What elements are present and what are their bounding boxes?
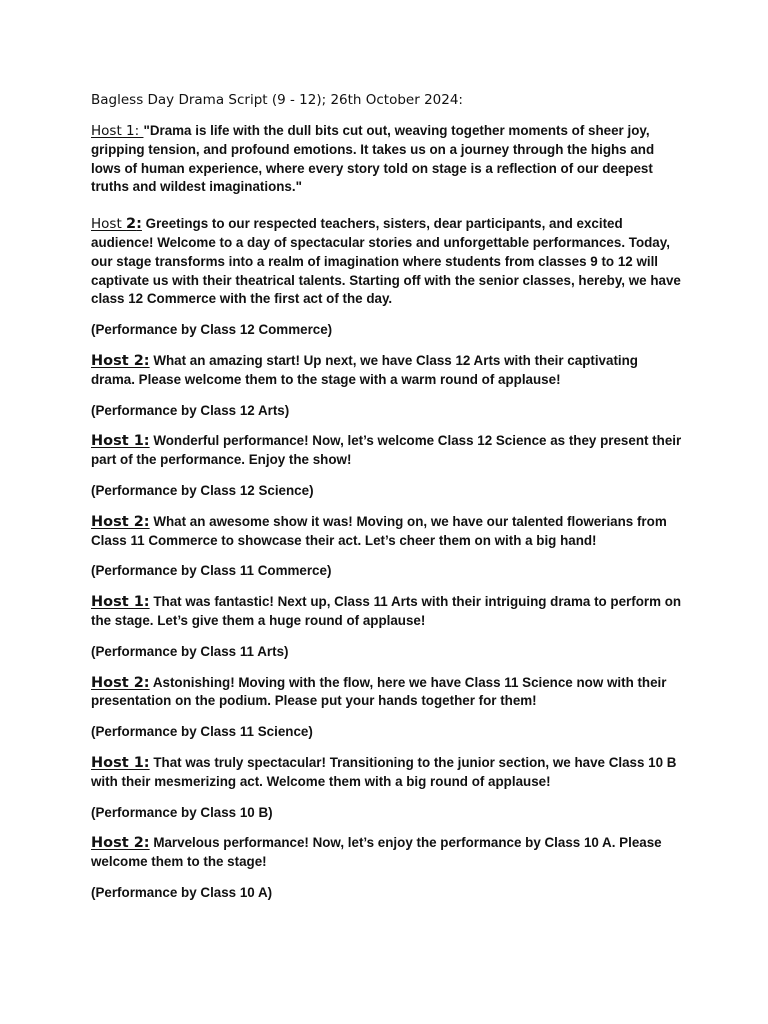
welcome-paragraph	[91, 215, 683, 309]
host-line	[91, 352, 683, 390]
speaker-label: Host 2:	[91, 835, 150, 852]
paragraph-text: What an awesome show it was! Moving on, we have our talented flowerians from Class 11 Commerce to showcase their act. Let’s cheer them on with a big hand!	[91, 513, 667, 548]
speaker-prefix: Host	[91, 216, 127, 233]
paragraph-text: That was fantastic! Next up, Class 11 Arts with their intriguing drama to perform on the stage. Let’s give them a huge round of applause!	[91, 594, 682, 628]
speaker-label: Host 1:	[91, 594, 150, 611]
speaker-number: 2	[126, 216, 137, 233]
performance-note: (Performance by Class 12 Arts)	[91, 402, 290, 418]
performance-note: (Performance by Class 11 Commerce)	[91, 563, 332, 579]
document-title: Bagless Day Drama Script (9 - 12); 26th October 2024:	[91, 92, 463, 108]
speaker-label: Host 1:	[91, 754, 150, 771]
speaker-label: Host 1:	[91, 123, 144, 139]
host-line	[91, 674, 683, 712]
host-line	[91, 754, 683, 792]
speaker-label: Host 2:	[91, 674, 150, 691]
performance-note: (Performance by Class 12 Science)	[91, 482, 314, 498]
host-line	[91, 593, 683, 631]
paragraph-text: Astonishing! Moving with the flow, here we have Class 11 Science now with their presentation on the podium. Please put your hands together for them!	[91, 674, 667, 709]
paragraph-text: Greetings to our respected teachers, sisters, dear participants, and excited audience! Welcome to a day of spectacular stories and unforgettable performances. Today, our stage transforms into a realm of imagination where students from classes 9 to 12 will captivate us with their theatrical talents. Starting off with the senior classes, hereby, we have class 12 Commerce with the first act of the day.	[91, 216, 681, 307]
speaker-label	[91, 216, 142, 232]
paragraph-text: Wonderful performance! Now, let’s welcome Class 12 Science as they present their part of the performance. Enjoy the show!	[91, 433, 682, 468]
speaker-label: Host 2:	[91, 513, 150, 530]
host-line	[91, 432, 683, 470]
host-line	[91, 513, 683, 551]
paragraph-text: "Drama is life with the dull bits cut out, weaving together moments of sheer joy, gripping tension, and profound emotions. It takes us on a journey through the highs and lows of human experience, where every story told on stage is a reflection of our deepest truths and wildest imaginations."	[91, 123, 655, 195]
performance-note: (Performance by Class 10 A)	[91, 884, 273, 900]
document-page	[91, 90, 683, 915]
paragraph-text: What an amazing start! Up next, we have Class 12 Arts with their captivating drama. Please welcome them to the stage with a warm round of applause!	[91, 352, 638, 387]
speaker-colon: :	[136, 216, 142, 233]
speaker-label: Host 1:	[91, 433, 150, 450]
host-line	[91, 834, 683, 872]
intro-paragraph	[91, 122, 683, 197]
speaker-label: Host 2:	[91, 352, 150, 369]
performance-note: (Performance by Class 12 Commerce)	[91, 322, 333, 338]
performance-note: (Performance by Class 11 Arts)	[91, 643, 289, 659]
paragraph-text: Marvelous performance! Now, let’s enjoy the performance by Class 10 A. Please welcome them to the stage!	[91, 835, 662, 870]
performance-note: (Performance by Class 10 B)	[91, 804, 273, 820]
paragraph-text: That was truly spectacular! Transitioning to the junior section, we have Class 10 B with their mesmerizing act. Welcome them with a big round of applause!	[91, 754, 677, 789]
performance-note: (Performance by Class 11 Science)	[91, 724, 313, 740]
